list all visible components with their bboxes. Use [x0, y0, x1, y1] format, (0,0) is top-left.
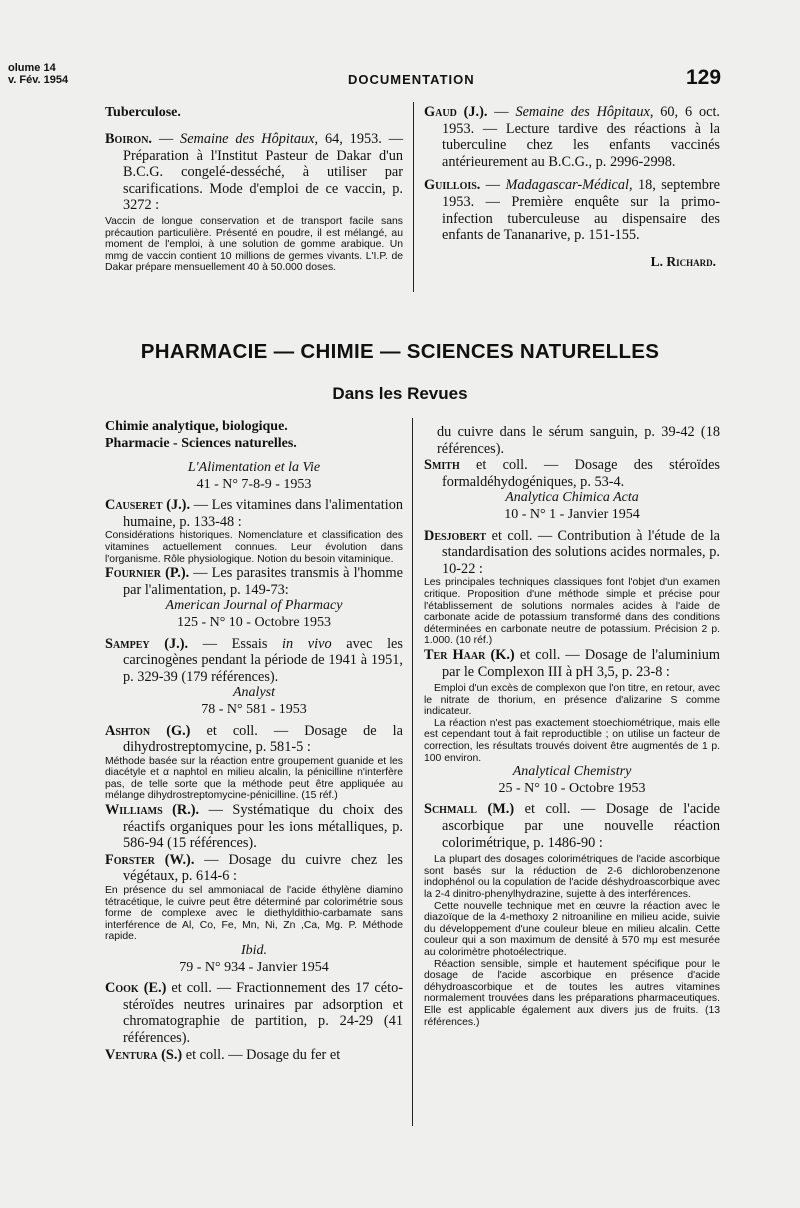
- source-issue: 41 - N° 7-8-9 - 1953: [196, 476, 312, 492]
- date-label: v. Fév. 1954: [8, 74, 69, 86]
- source-title: Ibid.: [240, 943, 268, 958]
- entry-text: et coll. — Dosage du fer et: [185, 1046, 341, 1063]
- source-title: L'Alimentation et la Vie: [187, 460, 321, 475]
- entry-text: et coll. — Fractionnement des 17 céto-stéroïdes neutres urinaires par adsorption et chromatographie de partition, p. 24-29 (41 références).: [123, 980, 403, 1046]
- page-number: 129: [686, 66, 722, 89]
- right-column: [424, 424, 720, 1028]
- running-head-volume: [8, 62, 68, 86]
- author: Cook (E.): [105, 980, 167, 997]
- top-right-column: [424, 104, 720, 270]
- source-title: Analyst: [233, 685, 275, 701]
- source-issue: 79 - N° 934 - Janvier 1954: [179, 959, 329, 975]
- source-title: Analytical Chemistry: [512, 764, 632, 780]
- entry-text: et coll. — Dosage de la dihydrostreptomycine, p. 581-5 :: [123, 722, 403, 756]
- entry-text: — Les parasites transmis à l'homme par l'alimentation, p. 149-73:: [123, 565, 404, 598]
- author: Desjobert: [424, 527, 487, 544]
- journal: Semaine des Hôpitaux,: [515, 104, 654, 120]
- entry-williams: [105, 802, 403, 852]
- source-issue: 125 - N° 10 - Octobre 1953: [176, 614, 332, 630]
- entry-text: et coll. — Dosage de l'aluminium par le Complexon III à pH 3,5, p. 23-8 :: [442, 646, 720, 680]
- author: Guillois.: [424, 177, 481, 194]
- author: Ter Haar (K.): [424, 646, 515, 663]
- entry-ventura: [105, 1047, 403, 1064]
- source-title: American Journal of Pharmacy: [165, 598, 343, 614]
- column-divider-main: [412, 418, 413, 1126]
- source-issue: 10 - N° 1 - Janvier 1954: [504, 506, 640, 522]
- entry-text: 60, 6 oct. 1953. — Lecture tardive des réactions à la tuberculine chez les enfants vaccinés antérieurement au B.C.G., p. 2996-2998.: [442, 104, 720, 170]
- author: Schmall (M.): [424, 801, 515, 818]
- entry-note: La réaction n'est pas exactement stoechiométrique, mais elle est cependant tout à fait reproductible ; on utilise un facteur de correction, les résultats trouvés doivent être augmentés de 1 p. 100 environ.: [424, 717, 720, 764]
- entry-note: Cette nouvelle technique met en œuvre la réaction avec le diazoïque de la 4-methoxy 2 nitroaniline en milieu acide, suivie du développement d'une couleur bleue en milieu alcalin. Cette couleur qui a son maximum de densité à 570 mμ est mesurée au colorimètre photoélectrique.: [424, 900, 720, 958]
- source-title: Analytica Chimica Acta: [505, 490, 639, 506]
- author: Williams (R.).: [105, 802, 200, 819]
- author: Ventura (S.): [105, 1046, 183, 1063]
- entry-guillois: Guillois. — Madagascar-Médical, 18, septembre 1953. — Première enquête sur la primo-infection tuberculeuse au dispensaire des enfants de Tananarive, p. 151-155.: [424, 177, 720, 244]
- entry-text: — Les vitamines dans l'alimentation humaine, p. 133-48 :: [123, 497, 404, 530]
- author: Boiron.: [105, 131, 153, 147]
- running-head-title: DOCUMENTATION: [348, 72, 475, 87]
- entry-note: Les principales techniques classiques font l'objet d'un examen critique. Proposition d'une méthode simple et précise pour l'établissement de solutions normales acides à l'aide de carbonate acide de potassium transformé dans des conditions déterminées en carbonate neutre de potassium. Précision 2 p. 1.000. (10 réf.): [424, 577, 720, 647]
- entry-cook: [105, 980, 403, 1046]
- entry-text: 18, septembre 1953. — Première enquête sur la primo-infection tuberculeuse au dispensaire des enfants de Tananarive, p. 151-155.: [442, 177, 720, 244]
- entry-ashton: [105, 723, 403, 756]
- journal: Semaine des Hôpitaux,: [180, 131, 319, 147]
- entry-note: Emploi d'un excès de complexon que l'on titre, en retour, avec le nitrate de thorium, en présence d'alizarine S comme indicateur.: [424, 683, 720, 718]
- signature: L. Richard.: [650, 253, 716, 269]
- entry-text-italic: in vivo: [282, 635, 332, 652]
- section-subtitle: Dans les Revues: [332, 384, 468, 403]
- entry-gaud: Gaud (J.). — Semaine des Hôpitaux, 60, 6 oct. 1953. — Lecture tardive des réactions à la tuberculine chez les enfants vaccinés antérieurement au B.C.G., p. 2996-2998.: [424, 104, 720, 170]
- entry-text: et coll. — Dosage de l'acide ascorbique par une nouvelle réaction colorimétrique, p. 1486-90 :: [442, 801, 720, 851]
- entry-text: — Essais: [202, 635, 268, 652]
- author: Sampey (J.).: [105, 635, 189, 652]
- entry-text: — Systématique du choix des réactifs organiques pour les ions métalliques, p. 586-94 (15 références).: [123, 802, 403, 852]
- entry-continuation: du cuivre dans le sérum sanguin, p. 39-42 (18 références).: [437, 424, 720, 457]
- entry-note: La plupart des dosages colorimétriques de l'acide ascorbique sont basés sur la réduction de 2-6 dichlorobenzenone indophénol ou la copulation de l'acide déshydroascorbique avec la 2-4 dinitro-phenylhydrazine, sujette à des interférences.: [424, 854, 720, 900]
- entry-smith: [424, 457, 720, 490]
- author: Fournier (P.).: [105, 565, 190, 582]
- entry-note: Réaction sensible, simple et hautement spécifique pour le dosage de l'acide ascorbique en présence d'acide déhydroascorbique et de toutes les autres vitamines normalement trouvées dans les préparations pharmaceutiques. Elle est applicable également aux divers jus de fruits. (13 références.): [424, 958, 720, 1028]
- entry-ter-haar: [424, 647, 720, 680]
- author: Causeret (J.).: [105, 497, 191, 514]
- entry-sampey: [105, 636, 403, 686]
- section-heading-tuberculose: Tuberculose.: [105, 105, 181, 120]
- entry-note: Méthode basée sur la réaction entre groupement guanide et les diacétyle et α naphtol en milieu alcalin, la pénicilline n'interfère pas, de telle sorte que la méthode peut être appliquée au mélange dihydrostreptomycine-pénicilline. (15 réf.): [105, 755, 403, 802]
- source-issue: 78 - N° 581 - 1953: [201, 701, 307, 717]
- entry-text: 64, 1953. — Préparation à l'Institut Pasteur de Dakar d'un B.C.G. congelé-desséché, à utiliser par scarifications. Mode d'emploi de ce vaccin, p. 3272 :: [123, 131, 404, 214]
- heading-chimie: Chimie analytique, biologique.: [105, 419, 288, 434]
- entry-fournier: [105, 565, 403, 598]
- source-issue: 25 - N° 10 - Octobre 1953: [498, 780, 646, 796]
- entry-causeret: [105, 497, 403, 530]
- entry-text: avec les carcinogènes pendant la période de 1941 à 1951, p. 329-39 (179 références).: [123, 635, 403, 685]
- section-title: PHARMACIE — CHIMIE — SCIENCES NATURELLES: [140, 340, 660, 363]
- entry-desjobert: [424, 528, 720, 578]
- author: Forster (W.).: [105, 851, 195, 868]
- author: Smith: [424, 457, 460, 474]
- author: Gaud (J.).: [424, 104, 488, 120]
- entry-note: En présence du sel ammoniacal de l'acide éthylène diamino tétracétique, le cuivre peut être déterminé par colorimétrie sous forme de complexe avec le diethyldithio-carbamate sans interférence de Al, Co, Fe, Mn, Ni, Zn ,Ca, Mg. P. Méthode rapide.: [105, 885, 403, 943]
- entry-text: et coll. — Contribution à l'étude de la standardisation des solutions acides normales, p. 10-22 :: [442, 527, 721, 577]
- author: Ashton (G.): [105, 722, 191, 739]
- journal: Madagascar-Médical,: [505, 177, 633, 194]
- entry-schmall: [424, 801, 720, 851]
- entry-note: Considérations historiques. Nomenclature et classification des vitamines actuellement connues. Leur évolution dans l'organisme. Rôle physiologique. Notion du besoin vitaminique.: [105, 530, 403, 565]
- left-column: [105, 418, 403, 1063]
- top-left-column: [105, 104, 403, 274]
- entry-text: — Dosage du cuivre chez les végétaux, p. 614-6 :: [123, 851, 403, 885]
- entry-boiron: Boiron. — Semaine des Hôpitaux, 64, 1953. — Préparation à l'Institut Pasteur de Dakar d'un B.C.G. congelé-desséché, à utiliser par scarifications. Mode d'emploi de ce vaccin, p. 3272 :: [105, 131, 404, 214]
- heading-pharmacie: Pharmacie - Sciences naturelles.: [105, 436, 297, 451]
- entry-forster: [105, 852, 403, 885]
- entry-text: et coll. — Dosage des stéroïdes formaldéhydogéniques, p. 53-4.: [442, 457, 720, 490]
- column-divider-top: [413, 102, 414, 292]
- volume-label: olume 14: [8, 62, 56, 74]
- entry-note: Vaccin de longue conservation et de transport facile sans précaution particulière. Présenté en poudre, il est mélangé, au moment de l'emploi, à une solution de gomme arabique. Un mmg de vaccin contient 10 millions de germes vivants. L'I.P. de Dakar prépare mensuellement 40 à 50.000 doses.: [105, 215, 403, 274]
